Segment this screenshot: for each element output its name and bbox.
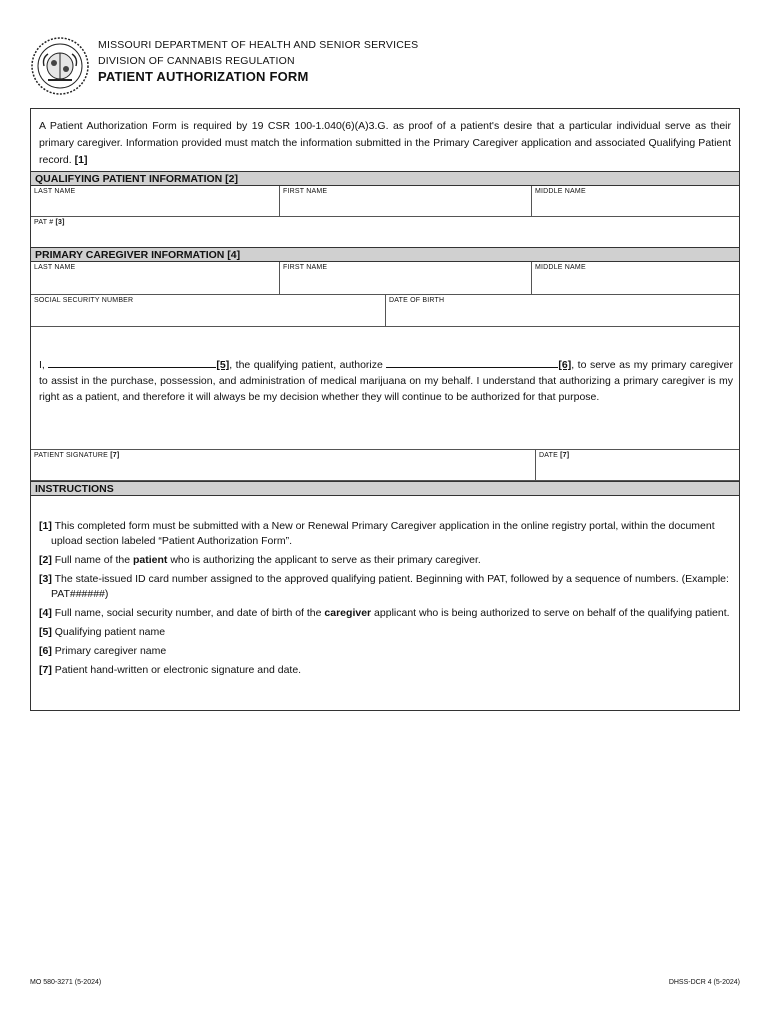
patient-middle-name-label: MIDDLE NAME (535, 188, 586, 195)
section-qualifying-patient: QUALIFYING PATIENT INFORMATION [2] (31, 171, 739, 186)
instructions-list (39, 519, 735, 682)
form-code: DHSS-DCR 4 (5-2024) (668, 979, 740, 986)
list-item: [4] Full name, social security number, and date of birth of the caregiver applicant who is being authorized to serve on behalf of the qualifying patient. (39, 607, 730, 619)
division-name: DIVISION OF CANNABIS REGULATION (98, 55, 295, 67)
patient-last-name-label: LAST NAME (34, 188, 76, 195)
missouri-state-seal-icon (30, 36, 90, 96)
signature-date-field[interactable] (536, 449, 739, 481)
patient-middle-name-field[interactable] (532, 186, 739, 217)
list-item: [1] This completed form must be submitted with a New or Renewal Primary Caregiver application in the online registry portal, within the document upload section labeled “Patient Authorization Form”. (39, 520, 715, 547)
caregiver-ssn-label: SOCIAL SECURITY NUMBER (34, 297, 134, 304)
caregiver-first-name-label: FIRST NAME (283, 264, 328, 271)
patient-last-name-field[interactable] (31, 186, 280, 217)
patient-signature-label: PATIENT SIGNATURE [7] (34, 452, 120, 459)
patient-first-name-label: FIRST NAME (283, 188, 328, 195)
patient-signature-field[interactable] (31, 449, 536, 481)
section-instructions: INSTRUCTIONS (31, 481, 739, 496)
caregiver-name-blank[interactable] (386, 357, 558, 368)
caregiver-last-name-field[interactable] (31, 262, 280, 295)
agency-name: MISSOURI DEPARTMENT OF HEALTH AND SENIOR SERVICES (98, 39, 419, 51)
caregiver-dob-field[interactable] (386, 295, 739, 327)
intro-text: A Patient Authorization Form is required by 19 CSR 100-1.040(6)(A)3.G. as proof of a patient's desire that a particular individual serve as their primary caregiver. Information provided must match the information submitted in the Primary Caregiver application and associated Qualifying Patient record. (39, 120, 731, 166)
list-item: [5] Qualifying patient name (39, 626, 166, 638)
form-title: PATIENT AUTHORIZATION FORM (98, 69, 309, 84)
patient-first-name-field[interactable] (280, 186, 532, 217)
caregiver-middle-name-field[interactable] (532, 262, 739, 295)
form-number: MO 580-3271 (5-2024) (30, 979, 102, 986)
caregiver-ssn-field[interactable] (31, 295, 386, 327)
caregiver-dob-label: DATE OF BIRTH (389, 297, 445, 304)
signature-date-label: DATE [7] (539, 452, 570, 459)
caregiver-first-name-field[interactable] (280, 262, 532, 295)
list-item: [7] Patient hand-written or electronic signature and date. (39, 664, 302, 676)
list-item: [6] Primary caregiver name (39, 645, 167, 657)
caregiver-last-name-label: LAST NAME (34, 264, 76, 271)
authorization-statement: I, [5], the qualifying patient, authorize [6], to serve as my primary caregiver to assist in the purchase, possession, and administration of medical marijuana on my behalf. I understand that authorizing a primary caregiver is my right as a patient, and therefore it will always be my decision whether they will continue to be authorized for that purpose. (39, 359, 733, 403)
list-item: [2] Full name of the patient who is authorizing the applicant to serve as their primary caregiver. (39, 554, 481, 566)
authorization-form (30, 108, 740, 711)
list-item: [3] The state-issued ID card number assigned to the approved qualifying patient. Beginning with PAT, followed by a sequence of numbers. (Example: PAT######) (39, 573, 729, 600)
pat-number-field[interactable] (31, 217, 739, 247)
section-primary-caregiver: PRIMARY CAREGIVER INFORMATION [4] (31, 247, 739, 262)
patient-name-blank[interactable] (48, 357, 216, 368)
intro-paragraph (39, 118, 731, 169)
caregiver-middle-name-label: MIDDLE NAME (535, 264, 586, 271)
intro-ref: [1] (74, 154, 88, 166)
pat-number-label: PAT # [3] (34, 219, 65, 226)
